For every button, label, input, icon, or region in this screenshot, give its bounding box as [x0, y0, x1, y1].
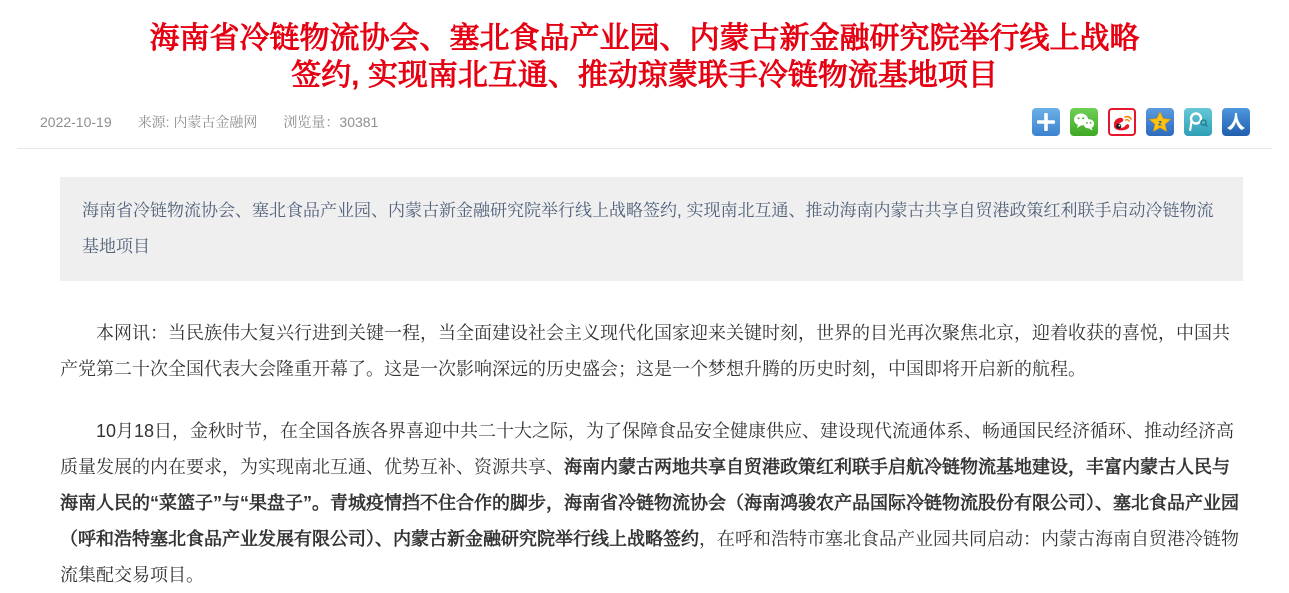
- meta-bar: [40, 108, 1250, 136]
- summary-box: 海南省冷链物流协会、塞北食品产业园、内蒙古新金融研究院举行线上战略签约, 实现南北互通、推动海南内蒙古共享自贸港政策红利联手启动冷链物流基地项目: [60, 177, 1243, 281]
- page-title: 海南省冷链物流协会、塞北食品产业园、内蒙古新金融研究院举行线上战略签约, 实现南北互通、推动琼蒙联手冷链物流基地项目: [149, 22, 1140, 92]
- publish-date: 2022-10-19: [40, 114, 112, 130]
- divider: [17, 148, 1272, 149]
- source-label: 来源: 内蒙古金融网: [137, 114, 258, 130]
- svg-text:z: z: [1158, 118, 1162, 128]
- paragraph-2-emphasis: 海南内蒙古两地共享自贸港政策红利联手启航冷链物流基地建设，丰富内蒙古人民与海南人民的“菜篮子”与“果盘子”。青城疫情挡不住合作的脚步，海南省冷链物流协会（海南鸿骏农产品国际冷链物流股份有限公司）、塞北食品产业园（呼和浩特塞北食品产业发展有限公司）、内蒙古新金融研究院举行线上战略签约: [60, 457, 1239, 549]
- share-bar: [1032, 108, 1250, 136]
- meta-group: [40, 112, 378, 132]
- wechat-share-icon[interactable]: [1070, 108, 1098, 136]
- renren-share-icon[interactable]: [1222, 108, 1250, 136]
- paragraph-1: 本网讯：当民族伟大复兴行进到关键一程，当全面建设社会主义现代化国家迎来关键时刻，世界的目光再次聚焦北京，迎着收获的喜悦，中国共产党第二十次全国代表大会隆重开幕了。这是一次影响深远的历史盛会；这是一个梦想升腾的历史时刻，中国即将开启新的航程。: [60, 323, 1230, 379]
- paragraph-2: [60, 413, 1245, 593]
- article-body: [60, 315, 1245, 593]
- share-more-icon[interactable]: [1032, 108, 1060, 136]
- sina-weibo-share-icon[interactable]: [1108, 108, 1136, 136]
- view-count: 浏览量：30381: [283, 114, 379, 130]
- qzone-share-icon[interactable]: [1146, 108, 1174, 136]
- paragraph-2-lead: 10月18日，金秋时节，在全国各族各界喜迎中共二十大之际，为了保障食品安全健康供应、建设现代流通体系、畅通国民经济循环、推动经济高质量发展的内在要求，为实现南北互通、优势互补、资源共享、: [60, 421, 1235, 477]
- paragraph-2-tail: ，在呼和浩特市塞北食品产业园共同启动：内蒙古海南自贸港冷链物流集配交易项目。: [60, 529, 1239, 585]
- baidu-collect-share-icon[interactable]: [1184, 108, 1212, 136]
